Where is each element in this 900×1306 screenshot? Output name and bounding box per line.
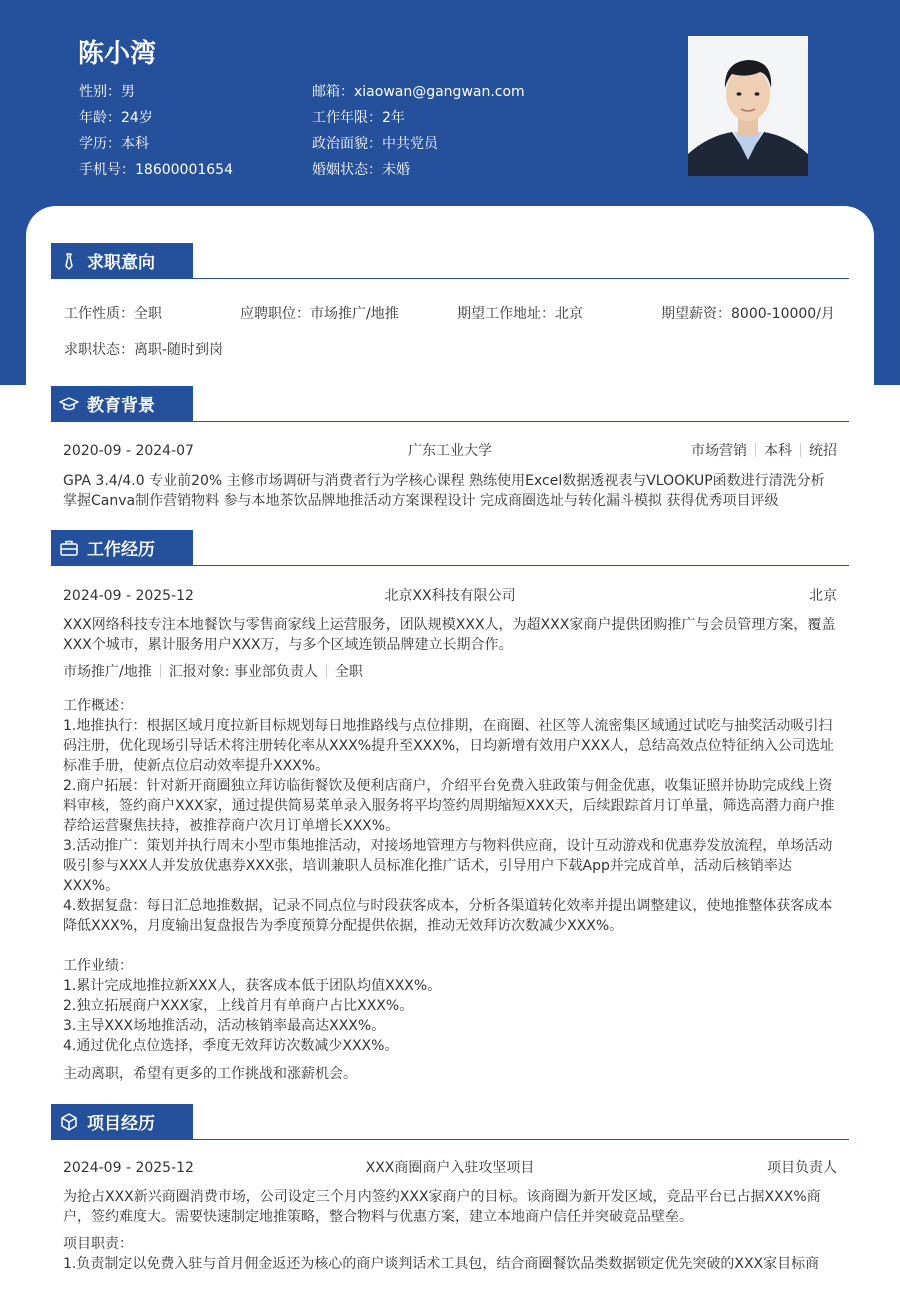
profile-photo xyxy=(688,36,808,176)
section-title: 项目经历 xyxy=(87,1114,155,1134)
work-section xyxy=(51,530,849,1084)
duty-item: 1.负责制定以免费入驻与首月佣金返还为核心的商户谈判话术工具包，结合商圈餐饮品类数据锁定优先突破的XXX家目标商 xyxy=(63,1256,820,1272)
school-name: 广东工业大学 xyxy=(408,443,492,459)
email: 邮箱：xiaowan@gangwan.com xyxy=(312,84,525,100)
job-type: 全职 xyxy=(334,664,363,680)
job-intent-grid xyxy=(51,301,849,381)
project-date: 2024-09 - 2025-12 xyxy=(63,1160,194,1176)
divider xyxy=(800,443,801,457)
company-name: 北京XX科技有限公司 xyxy=(384,588,516,604)
gender: 性别：男 xyxy=(79,84,135,100)
overview-item: 4.数据复盘：每日汇总地推数据，记录不同点位与时段获客成本，分析各渠道转化效率并提出调整建议，使地推整体获客成本降低XXX%，月度输出复盘报告为季度预算分配提供依据，推动无效拜访次数减少XXX%。 xyxy=(63,898,833,934)
work-years: 工作年限：2年 xyxy=(312,110,405,126)
age: 年龄：24岁 xyxy=(79,110,153,126)
status-value: 离职-随时到岗 xyxy=(134,342,224,358)
nature-value: 全职 xyxy=(134,306,162,322)
achievement-item: 2.独立拓展商户XXX家，上线首月有单商户占比XXX%。 xyxy=(63,998,414,1014)
phone: 手机号：18600001654 xyxy=(79,162,233,178)
section-tab xyxy=(51,243,193,278)
work-role: 市场推广/地推 xyxy=(63,664,152,680)
section-tab xyxy=(51,386,193,421)
overview-item: 3.活动推广：策划并执行周末小型市集地推活动，对接场地管理方与物料供应商，设计互动游戏和优惠券发放流程，单场活动吸引参与XXX人并发放优惠券XXX张，培训兼职人员标准化推广话术，引导用户下载App并完成首单，活动后核销率达XXX%。 xyxy=(63,838,833,894)
project-row xyxy=(51,1157,849,1179)
political-status: 政治面貌：中共党员 xyxy=(312,136,438,152)
achievement-item: 4.通过优化点位选择，季度无效拜访次数减少XXX%。 xyxy=(63,1038,399,1054)
achievements-label: 工作业绩： xyxy=(63,958,133,974)
location-value: 北京 xyxy=(555,306,583,322)
section-header xyxy=(51,530,849,566)
duty-label: 项目职责： xyxy=(63,1236,133,1252)
status-label: 求职状态： xyxy=(64,342,134,358)
salary-value: 8000-10000/月 xyxy=(731,306,835,322)
graduation-cap-icon xyxy=(59,394,79,414)
education-level: 学历：本科 xyxy=(79,136,149,152)
leave-reason: 主动离职，希望有更多的工作挑战和涨薪机会。 xyxy=(63,1066,357,1082)
section-tab xyxy=(51,530,193,565)
section-header xyxy=(51,1104,849,1140)
tie-icon xyxy=(59,251,79,271)
degree: 本科 xyxy=(764,443,792,459)
section-header xyxy=(51,243,849,279)
company-desc: XXX网络科技专注本地餐饮与零售商家线上运营服务，团队规模XXX人，为超XXX家商户提供团购推广与会员管理方案，覆盖XXX个城市，累计服务用户XXX万，与多个区域连锁品牌建立长期合作。 xyxy=(63,617,836,653)
project-name: XXX商圈商户入驻攻坚项目 xyxy=(365,1160,535,1176)
overview-item: 1.地推执行：根据区域月度拉新目标规划每日地推路线与点位排期，在商圈、社区等人流密集区域通过试吃与抽奖活动吸引扫码注册，优化现场引导话术将注册转化率从XXX%提升至XXX%，日均新增有效用户XXX人，总结高效点位特征纳入公司选址标准手册，使新点位启动效率提升XXX%。 xyxy=(63,718,834,774)
achievement-item: 3.主导XXX场地推活动，活动核销率最高达XXX%。 xyxy=(63,1018,386,1034)
briefcase-icon xyxy=(59,538,79,558)
report-to: 汇报对象: 事业部负责人 xyxy=(168,664,318,680)
overview-item: 2.商户拓展：针对新开商圈独立拜访临街餐饮及便利店商户，介绍平台免费入驻政策与佣金优惠，收集证照并协助完成线上资料审核，签约商户XXX家，通过提供简易菜单录入服务将平均签约周期缩短XXX天，后续跟踪首月订单量，筛选高潜力商户推荐给运营聚焦扶持，被推荐商户次月订单增长XXX%。 xyxy=(63,778,835,834)
work-meta xyxy=(51,662,849,682)
section-title: 工作经历 xyxy=(87,540,155,560)
nature-label: 工作性质： xyxy=(64,306,134,322)
edu-date: 2020-09 - 2024-07 xyxy=(63,443,194,459)
cube-icon xyxy=(59,1112,79,1132)
divider xyxy=(160,664,161,678)
work-row xyxy=(51,585,849,607)
education-row xyxy=(51,440,849,462)
section-tab xyxy=(51,1104,193,1139)
section-title: 求职意向 xyxy=(87,253,155,273)
major: 市场营销 xyxy=(691,443,747,459)
education-section xyxy=(51,386,849,511)
overview-label: 工作概述： xyxy=(63,698,133,714)
education-desc: GPA 3.4/4.0 专业前20% 主修市场调研与消费者行为学核心课程 熟练使用Excel数据透视表与VLOOKUP函数进行清洗分析 掌握Canva制作营销物料 参与本地茶饮品牌地推活动方案课程设计 完成商圈选址与转化漏斗模拟 获得优秀项目评级 xyxy=(63,473,825,509)
project-desc: 为抢占XXX新兴商圈消费市场，公司设定三个月内签约XXX家商户的目标。该商圈为新开发区域，竞品平台已占据XXX%商户，签约难度大。需要快速制定地推策略，整合物料与优惠方案，建立本地商户信任并突破竞品壁垒。 xyxy=(63,1189,821,1225)
position-label: 应聘职位： xyxy=(240,306,310,322)
section-title: 教育背景 xyxy=(87,396,155,416)
work-date: 2024-09 - 2025-12 xyxy=(63,588,194,604)
position-value: 市场推广/地推 xyxy=(310,306,399,322)
divider xyxy=(755,443,756,457)
divider xyxy=(326,664,327,678)
basic-info-left xyxy=(79,79,233,183)
work-city: 北京 xyxy=(809,588,837,604)
project-section xyxy=(51,1104,849,1274)
project-role: 项目负责人 xyxy=(767,1160,837,1176)
edu-meta xyxy=(691,440,837,462)
section-header xyxy=(51,386,849,422)
job-intent-section xyxy=(51,243,849,381)
candidate-name: 陈小湾 xyxy=(78,39,157,69)
location-label: 期望工作地址： xyxy=(457,306,555,322)
achievement-item: 1.累计完成地推拉新XXX人，获客成本低于团队均值XXX%。 xyxy=(63,978,442,994)
marital-status: 婚姻状态：未婚 xyxy=(312,162,410,178)
basic-info-right xyxy=(312,79,525,183)
salary-label: 期望薪资： xyxy=(661,306,731,322)
enroll-type: 统招 xyxy=(809,443,837,459)
